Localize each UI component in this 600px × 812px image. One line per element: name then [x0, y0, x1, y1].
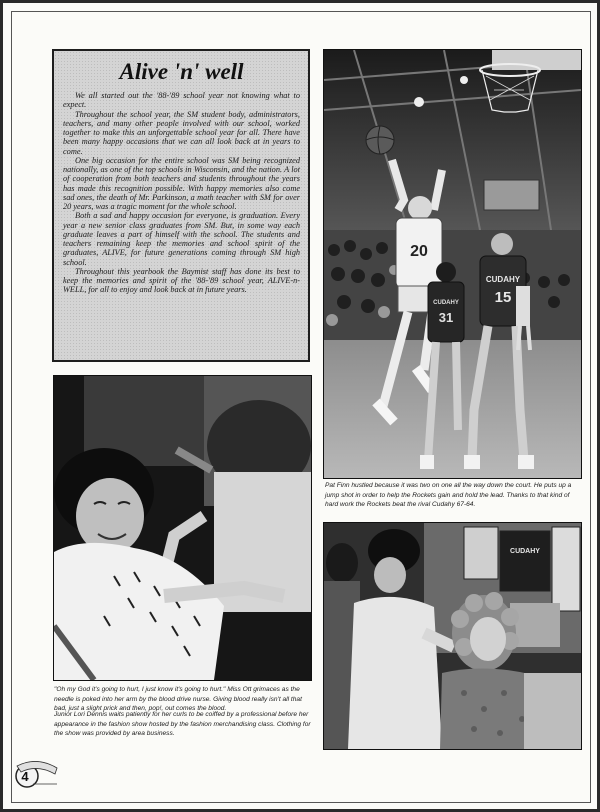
fashion-caption: Junior Lori Dennis waits patiently for her curls to be coiffed by a professional before her appearance in the fashion show hosted by the fashion merchandising class. Clothing for the show was provided by area business.	[54, 711, 311, 738]
jersey-white-number: 20	[410, 243, 428, 260]
page-number-badge	[15, 760, 59, 798]
essay-paragraph: One big occasion for the entire school was SM being recognized nationally, as one of the top schools in Wisconsin, and the nation. A lot of cooperation from both teachers and students throughout the years has made this recognition possible. With happy memories also come sad ones, the death of Mr. Parkinson, a math teacher with SM for over 20 years, was a tragic moment for the whole school.	[63, 155, 300, 211]
poster-text: CUDAHY	[510, 548, 540, 555]
basketball-caption: Pat Finn hustled because it was two on one all the way down the court. He puts up a jump shot in order to help the Rockets gain and hold the lead. Thanks to that kind of hard work the Rockets beat the rival Cudahy 67-64.	[325, 482, 572, 509]
essay-paragraph: Throughout the school year, the SM student body, administrators, teachers, and many other people involved with our school, worked together to make this an unforgettable school year for all. There have been many happy occasions that we can all look back at in years to come.	[63, 109, 300, 156]
essay-title: Alive 'n' well	[119, 59, 244, 84]
blood-drive-photo	[53, 375, 312, 681]
essay-paragraph: We all started out the '88-'89 school year not knowing what to expect.	[63, 91, 300, 110]
blood-drive-caption: "Oh my God it's going to hurt, I just know it's going to hurt." Miss Ott grimaces as the needle is poked into her arm by the blood drive nurse. Giving blood really isn't all that bad, just a slight prick and then, pop!, out comes the blood.	[54, 686, 302, 713]
jersey-dark-1-text: CUDAHY	[485, 275, 521, 284]
fashion-show-photo	[323, 522, 582, 750]
basketball-photo	[323, 49, 582, 479]
essay-paragraph: Both a sad and happy occasion for everyone, is graduation. Every year a new senior class graduates from SM. But, in some way each graduate leaves a part of himself with the school. The students and teachers remaining keep the memories and school spirit of the graduates, ALIVE, for future generations coming through SM high school.	[63, 211, 300, 267]
jersey-dark-1-number: 15	[494, 289, 512, 306]
page-number: 4	[21, 769, 29, 784]
jersey-dark-2-text: CUDAHY	[433, 300, 459, 306]
blood-drive-photo-art	[54, 376, 311, 680]
basketball-photo-art	[324, 50, 581, 478]
essay-paragraph: Throughout this yearbook the Baymist staff has done its best to keep the memories and spirit of the '88-'89 school year, ALIVE-n-WELL, for all to enjoy and look back at in future years.	[63, 266, 300, 295]
jersey-dark-2-number: 31	[438, 310, 454, 325]
fashion-show-photo-art	[324, 523, 581, 749]
essay-box	[52, 49, 310, 362]
